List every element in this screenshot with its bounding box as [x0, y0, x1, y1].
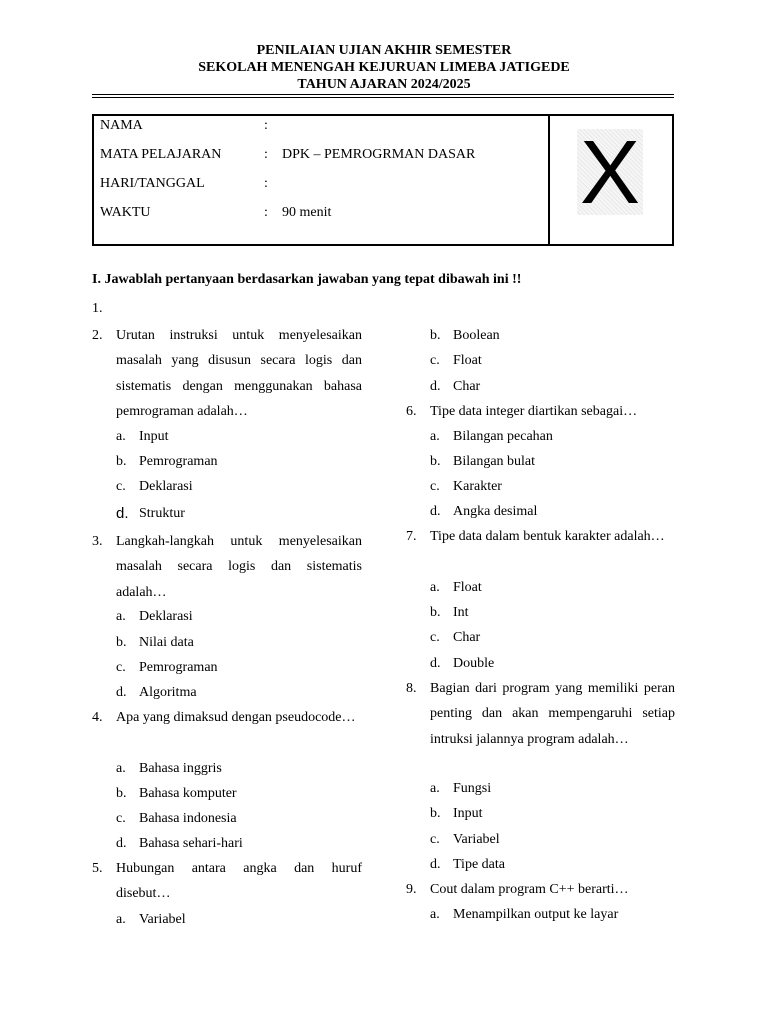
identity-value: DPK – PEMROGRMAN DASAR	[282, 147, 476, 162]
option-text: Algoritma	[139, 685, 197, 700]
option-text: Pemrograman	[139, 454, 218, 469]
option-letter: d.	[116, 505, 129, 522]
option-letter: b.	[116, 454, 127, 469]
identity-colon: :	[264, 147, 268, 162]
question-number: 7.	[406, 529, 417, 544]
section-instruction: I. Jawablah pertanyaan berdasarkan jawaban yang tepat dibawah ini !!	[92, 272, 522, 287]
option-text: Bahasa sehari-hari	[139, 836, 243, 851]
identity-colon: :	[264, 205, 268, 220]
option-letter: b.	[116, 786, 127, 801]
header-rule-thin	[92, 97, 674, 98]
question-8	[406, 676, 676, 781]
option-letter: a.	[116, 761, 126, 776]
question-4	[92, 705, 362, 760]
option-letter: b.	[116, 635, 127, 650]
option-text: Float	[453, 580, 482, 595]
identity-value: 90 menit	[282, 205, 332, 220]
option-letter: d.	[430, 656, 441, 671]
identity-colon: :	[264, 176, 268, 191]
option-letter: a.	[430, 781, 440, 796]
option-text: Char	[453, 630, 481, 645]
option-text: Int	[453, 605, 469, 620]
option-letter: b.	[430, 806, 441, 821]
question-number: 3.	[92, 534, 103, 549]
option-text: Bilangan bulat	[453, 454, 536, 469]
option-text: Char	[453, 379, 481, 394]
option-text: Karakter	[453, 479, 502, 494]
class-mark-box	[577, 123, 643, 223]
option-letter: c.	[430, 630, 440, 645]
question-number: 4.	[92, 710, 103, 725]
question-2	[92, 323, 362, 433]
option-letter: c.	[430, 353, 440, 368]
question-5	[92, 856, 362, 911]
option-letter: d.	[430, 857, 441, 872]
option-text: Struktur	[139, 506, 185, 521]
option-text: Angka desimal	[453, 504, 538, 519]
option-text: Tipe data	[453, 857, 505, 872]
option-text: Input	[453, 806, 483, 821]
option-letter: d.	[116, 685, 127, 700]
question-number: 9.	[406, 882, 417, 897]
question-number: 5.	[92, 861, 103, 876]
exam-header	[0, 42, 768, 93]
question-number: 1.	[92, 301, 103, 316]
class-mark: X	[579, 123, 641, 223]
option-letter: a.	[116, 609, 126, 624]
header-rule-thick	[92, 94, 674, 95]
option-letter: c.	[430, 479, 440, 494]
question-7	[406, 524, 676, 579]
question-number: 6.	[406, 404, 417, 419]
option-text: Menampilkan output ke layar	[453, 907, 619, 922]
identity-label: WAKTU	[100, 205, 151, 220]
option-letter: d.	[116, 836, 127, 851]
option-text: Double	[453, 656, 495, 671]
question-text: Hubungan antara angka dan huruf disebut…	[116, 861, 362, 902]
option-letter: a.	[116, 912, 126, 927]
option-letter: c.	[116, 479, 126, 494]
option-text: Boolean	[453, 328, 500, 343]
option-text: Deklarasi	[139, 609, 193, 624]
question-text: Apa yang dimaksud dengan pseudocode…	[116, 710, 356, 725]
option-letter: b.	[430, 454, 441, 469]
question-9	[406, 877, 676, 902]
option-text: Bahasa komputer	[139, 786, 237, 801]
identity-label: MATA PELAJARAN	[100, 147, 222, 162]
student-identity-box	[92, 114, 674, 246]
option-letter: c.	[116, 660, 126, 675]
question-text: Tipe data integer diartikan sebagai…	[430, 404, 638, 419]
question-number: 2.	[92, 328, 103, 343]
question-6	[406, 399, 676, 424]
option-letter: a.	[430, 580, 440, 595]
option-letter: c.	[430, 832, 440, 847]
option-text: Float	[453, 353, 482, 368]
option-text: Fungsi	[453, 781, 492, 796]
option-letter: b.	[430, 328, 441, 343]
option-letter: c.	[116, 811, 126, 826]
question-text: Langkah-langkah untuk menyelesaikan masalah secara logis dan sistematis adalah…	[116, 534, 362, 600]
option-letter: d.	[430, 504, 441, 519]
option-text: Variabel	[453, 832, 500, 847]
question-3	[92, 529, 362, 609]
option-text: Bilangan pecahan	[453, 429, 553, 444]
header-school: SEKOLAH MENENGAH KEJURUAN LIMEBA JATIGEDE	[198, 60, 570, 75]
identity-label: HARI/TANGGAL	[100, 176, 205, 191]
question-text: Bagian dari program yang memiliki peran penting dan akan mempengaruhi setiap intruksi jalannya program adalah…	[430, 681, 675, 747]
identity-label: NAMA	[100, 118, 143, 133]
option-text: Nilai data	[139, 635, 194, 650]
identity-colon: :	[264, 118, 268, 133]
identity-box-divider	[548, 116, 550, 244]
option-text: Deklarasi	[139, 479, 193, 494]
question-text: Cout dalam program C++ berarti…	[430, 882, 629, 897]
option-letter: d.	[430, 379, 441, 394]
question-text: Tipe data dalam bentuk karakter adalah…	[430, 529, 665, 544]
option-letter: a.	[430, 429, 440, 444]
header-year: TAHUN AJARAN 2024/2025	[297, 77, 471, 92]
header-title: PENILAIAN UJIAN AKHIR SEMESTER	[256, 43, 512, 58]
question-text: Urutan instruksi untuk menyelesaikan masalah yang disusun secara logis dan sistematis dengan menggunakan bahasa pemrograman adalah…	[116, 328, 362, 419]
question-number: 8.	[406, 681, 417, 696]
option-text: Bahasa indonesia	[139, 811, 237, 826]
option-text: Variabel	[139, 912, 186, 927]
option-text: Pemrograman	[139, 660, 218, 675]
option-text: Input	[139, 429, 169, 444]
option-letter: b.	[430, 605, 441, 620]
option-letter: a.	[430, 907, 440, 922]
option-text: Bahasa inggris	[139, 761, 222, 776]
option-letter: a.	[116, 429, 126, 444]
